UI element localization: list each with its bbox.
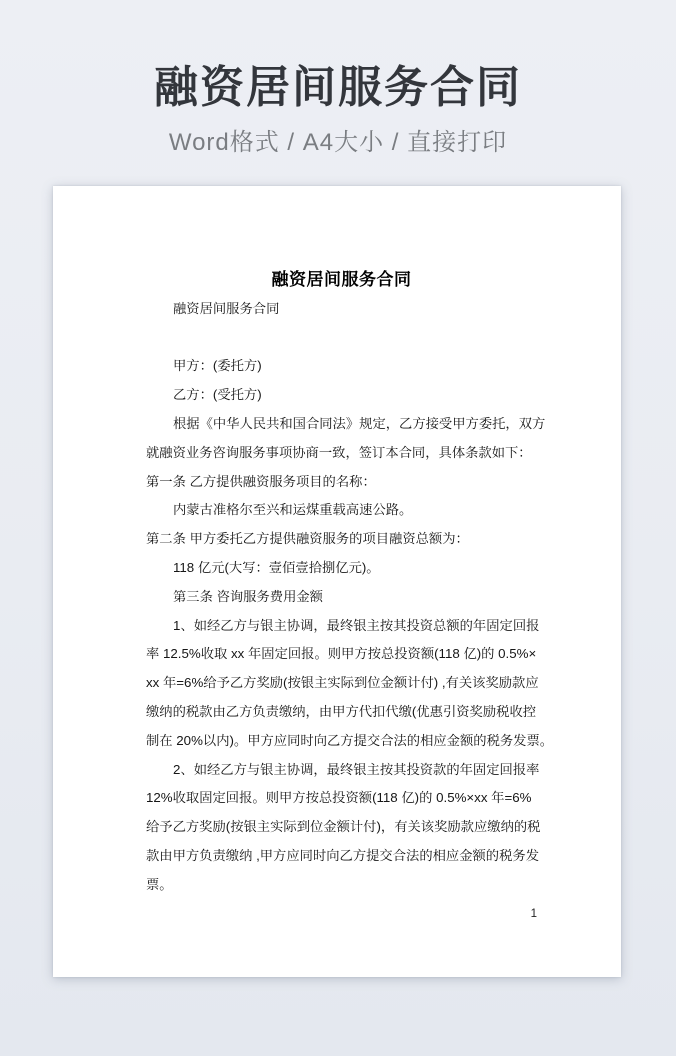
text-line: 第二条 甲方委托乙方提供融资服务的项目融资总额为： — [146, 531, 469, 547]
text-line: 给予乙方奖励(按银主实际到位金额计付)，有关该奖励款应缴纳的税 — [146, 819, 541, 835]
page-subtitle: Word格式 / A4大小 / 直接打印 — [168, 129, 508, 157]
text-line: 款由甲方负责缴纳 ,甲方应同时向乙方提交合法的相应金额的税务发 — [146, 847, 539, 863]
page-number-label: 1 — [530, 908, 537, 920]
text-line: 第一条 乙方提供融资服务项目的名称： — [146, 473, 376, 489]
text-line: 第三条 咨询服务费用金额 — [173, 588, 323, 604]
document-title: 融资居间服务合同 — [271, 270, 412, 289]
document-content — [53, 186, 621, 900]
text-line: 票。 — [146, 876, 173, 892]
text-line: 根据《中华人民共和国合同法》规定，乙方接受甲方委托，双方 — [173, 415, 546, 431]
text-line: 率 12.5%收取 xx 年固定回报。则甲方按总投资额(118 亿)的 0.5%× — [146, 646, 537, 662]
text-line: 内蒙古准格尔至兴和运煤重载高速公路。 — [173, 502, 413, 518]
document-lines — [146, 295, 554, 900]
text-line: 118 亿元(大写：壹佰壹拾捌亿元)。 — [173, 559, 380, 575]
document-page — [53, 186, 621, 977]
text-line: 就融资业务咨询服务事项协商一致，签订本合同，具体条款如下： — [146, 444, 532, 460]
text-line: 2、如经乙方与银主协调，最终银主按其投资款的年固定回报率 — [173, 761, 540, 777]
text-line — [146, 324, 537, 353]
text-line: 缴纳的税款由乙方负责缴纳，由甲方代扣代缴(优惠引资奖励税收控 — [146, 703, 537, 719]
preview-header — [0, 0, 676, 157]
text-line: 1、如经乙方与银主协调，最终银主按其投资总额的年固定回报 — [173, 617, 540, 633]
page-title: 融资居间服务合同 — [154, 63, 522, 112]
text-line: 乙方：(受托方) — [173, 387, 262, 403]
text-line: 甲方：(委托方) — [173, 358, 262, 374]
text-line: 制在 20%以内)。甲方应同时向乙方提交合法的相应金额的税务发票。 — [146, 732, 554, 748]
text-line: xx 年=6%给予乙方奖励(按银主实际到位金额计付) ,有关该奖励款应 — [146, 675, 539, 691]
text-line: 12%收取固定回报。则甲方按总投资额(118 亿)的 0.5%×xx 年=6% — [146, 790, 532, 806]
text-line: 融资居间服务合同 — [173, 300, 280, 316]
